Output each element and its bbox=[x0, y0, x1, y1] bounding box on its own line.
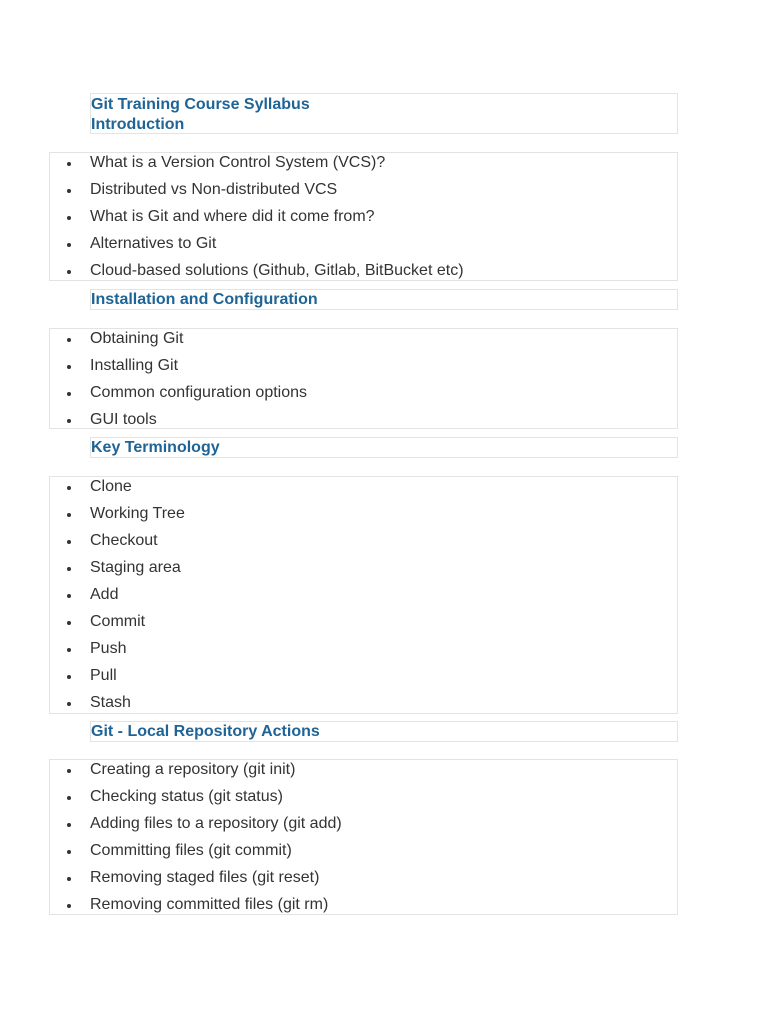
bullet-icon bbox=[67, 162, 71, 166]
bullet-icon bbox=[67, 540, 71, 544]
list-item-text: Alternatives to Git bbox=[90, 235, 217, 252]
section-heading-box-terminology bbox=[90, 437, 678, 458]
list-item-text: Common configuration options bbox=[90, 384, 308, 401]
list-item bbox=[50, 693, 677, 713]
bullet-icon bbox=[67, 567, 71, 571]
list-item-text: Removing staged files (git reset) bbox=[90, 869, 320, 886]
list-item-text: Pull bbox=[90, 667, 117, 684]
list-item bbox=[50, 383, 677, 403]
list-item-text: What is Git and where did it come from? bbox=[90, 208, 375, 225]
list-item bbox=[50, 585, 677, 605]
list-item bbox=[50, 153, 677, 173]
bullet-icon bbox=[67, 675, 71, 679]
list-item bbox=[50, 531, 677, 551]
list-item-text: Stash bbox=[90, 694, 131, 711]
list-item bbox=[50, 234, 677, 254]
section-heading-installation: Installation and Configuration bbox=[91, 291, 318, 308]
list-item-text: Add bbox=[90, 586, 119, 603]
list-item bbox=[50, 207, 677, 227]
bullet-icon bbox=[67, 270, 71, 274]
list-item bbox=[50, 760, 677, 780]
list-item-text: Staging area bbox=[90, 559, 181, 576]
bullet-icon bbox=[67, 189, 71, 193]
bullet-icon bbox=[67, 486, 71, 490]
bullet-icon bbox=[67, 796, 71, 800]
section-list-installation bbox=[49, 328, 678, 429]
list-item bbox=[50, 261, 677, 281]
bullet-icon bbox=[67, 365, 71, 369]
list-item bbox=[50, 612, 677, 632]
list-item-text: Removing committed files (git rm) bbox=[90, 896, 329, 913]
list-item-text: Committing files (git commit) bbox=[90, 842, 292, 859]
document-title: Git Training Course Syllabus bbox=[91, 96, 310, 113]
list-item-text: What is a Version Control System (VCS)? bbox=[90, 154, 386, 171]
section-list-terminology bbox=[49, 476, 678, 714]
bullet-icon bbox=[67, 877, 71, 881]
list-item-text: Creating a repository (git init) bbox=[90, 761, 296, 778]
list-item-text: Distributed vs Non-distributed VCS bbox=[90, 181, 338, 198]
list-item-text: Clone bbox=[90, 478, 132, 495]
list-item-text: Obtaining Git bbox=[90, 330, 184, 347]
section-list-introduction bbox=[49, 152, 678, 281]
section-heading-box-installation bbox=[90, 289, 678, 310]
bullet-icon bbox=[67, 392, 71, 396]
list-item bbox=[50, 558, 677, 578]
section-list-local-actions bbox=[49, 759, 678, 915]
list-item bbox=[50, 180, 677, 200]
bullet-icon bbox=[67, 594, 71, 598]
list-item-text: Checking status (git status) bbox=[90, 788, 283, 805]
section-heading-terminology: Key Terminology bbox=[91, 439, 220, 456]
section-heading-box-local-actions bbox=[90, 721, 678, 742]
list-item bbox=[50, 329, 677, 349]
bullet-icon bbox=[67, 621, 71, 625]
list-item bbox=[50, 410, 677, 430]
list-item bbox=[50, 639, 677, 659]
section-heading-box-introduction bbox=[90, 93, 678, 134]
list-item-text: Adding files to a repository (git add) bbox=[90, 815, 342, 832]
bullet-icon bbox=[67, 338, 71, 342]
list-item bbox=[50, 868, 677, 888]
section-heading-introduction: Introduction bbox=[91, 116, 185, 133]
list-item bbox=[50, 814, 677, 834]
bullet-icon bbox=[67, 823, 71, 827]
bullet-icon bbox=[67, 769, 71, 773]
list-item bbox=[50, 504, 677, 524]
bullet-icon bbox=[67, 702, 71, 706]
list-item-text: Installing Git bbox=[90, 357, 179, 374]
section-heading-local-actions: Git - Local Repository Actions bbox=[91, 723, 320, 740]
bullet-icon bbox=[67, 648, 71, 652]
bullet-icon bbox=[67, 419, 71, 423]
list-item bbox=[50, 841, 677, 861]
bullet-icon bbox=[67, 850, 71, 854]
bullet-icon bbox=[67, 216, 71, 220]
bullet-icon bbox=[67, 513, 71, 517]
list-item-text: Push bbox=[90, 640, 127, 657]
list-item-text: Checkout bbox=[90, 532, 158, 549]
list-item-text: Cloud-based solutions (Github, Gitlab, BitBucket etc) bbox=[90, 262, 464, 279]
list-item bbox=[50, 895, 677, 915]
bullet-icon bbox=[67, 904, 71, 908]
list-item bbox=[50, 666, 677, 686]
list-item-text: GUI tools bbox=[90, 411, 157, 428]
list-item-text: Working Tree bbox=[90, 505, 185, 522]
bullet-icon bbox=[67, 243, 71, 247]
list-item bbox=[50, 787, 677, 807]
list-item bbox=[50, 477, 677, 497]
list-item-text: Commit bbox=[90, 613, 146, 630]
list-item bbox=[50, 356, 677, 376]
